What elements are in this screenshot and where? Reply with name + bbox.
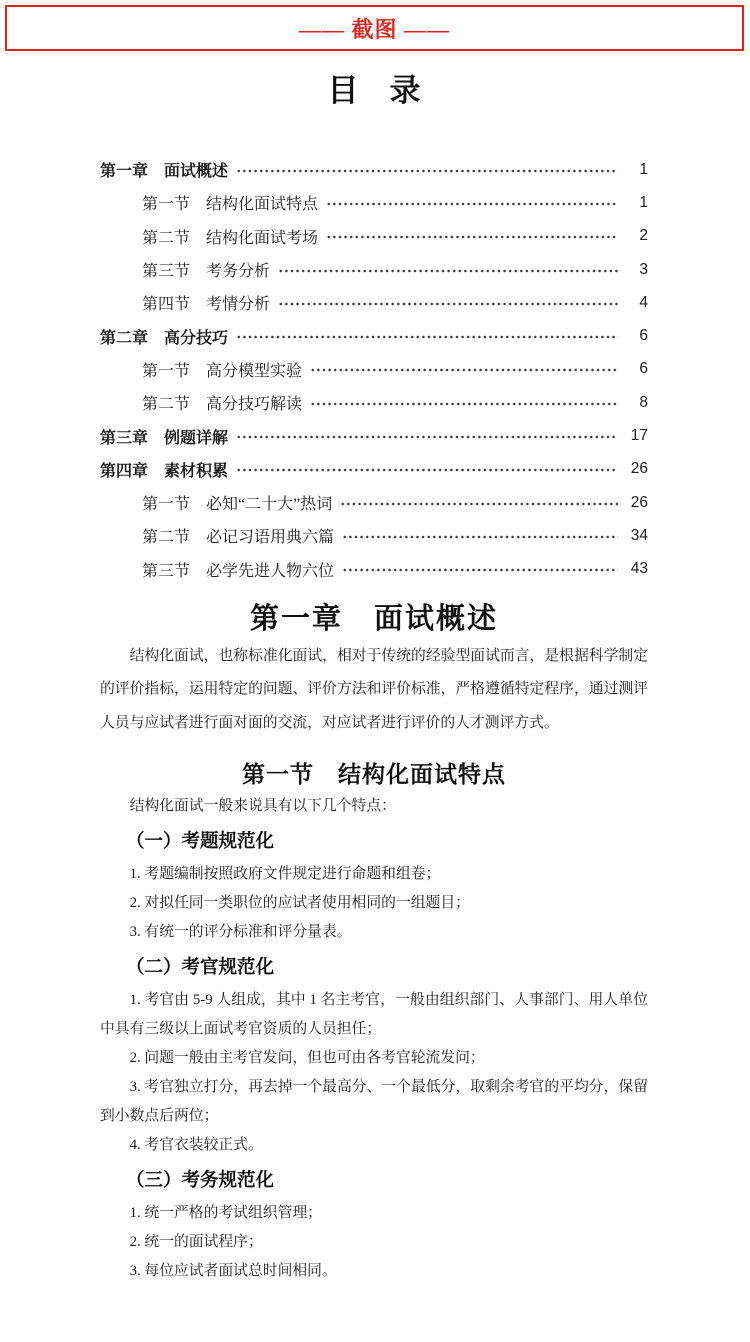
section-title: 第一节 结构化面试特点 [242, 761, 506, 788]
toc-entry [100, 519, 648, 552]
dot-leader [310, 362, 618, 378]
list-item: 1. 考题编制按照政府文件规定进行命题和组卷； [129, 866, 441, 883]
subsection-block [100, 1165, 648, 1286]
toc-entry-label: 第二节 结构化面试考场 [142, 229, 319, 247]
dot-leader [342, 529, 618, 545]
dot-leader [278, 263, 618, 279]
toc-entry-label: 第四章 素材积累 [100, 462, 229, 480]
toc-entry [100, 386, 648, 419]
subsection-block [100, 826, 648, 947]
dot-leader [310, 396, 618, 412]
chapter-title: 第一章 面试概述 [249, 602, 498, 635]
screenshot-banner [5, 5, 744, 51]
dot-leader [236, 462, 618, 478]
subsection-heading: （一）考题规范化 [126, 830, 275, 852]
toc-page-number: 26 [630, 493, 648, 511]
toc-entry [100, 286, 648, 319]
toc-entry-label: 第三章 例题详解 [100, 429, 229, 447]
toc-entry-label: 第三节 必学先进人物六位 [142, 562, 335, 580]
toc-entry-label: 第一节 高分模型实验 [142, 362, 303, 380]
list-item: 1. 考官由 5-9 人组成，其中 1 名主考官，一般由组织部门、人事部门、用人单位中具有三级以上面试考官资质的人员担任； [100, 992, 648, 1038]
list-item: 1. 统一严格的考试组织管理； [129, 1205, 322, 1222]
toc-entry [100, 486, 648, 519]
toc-entry-label: 第一节 必知“二十大”热词 [142, 496, 333, 514]
section-lead-paragraph: 结构化面试一般来说具有以下几个特点： [129, 798, 396, 815]
dot-leader [278, 296, 618, 312]
toc-entry-label: 第二章 高分技巧 [100, 329, 229, 347]
toc-page-number: 6 [639, 327, 648, 345]
toc-entry [100, 453, 648, 486]
list-item: 2. 对拟任同一类职位的应试者使用相同的一组题目； [129, 895, 470, 912]
toc-page-number: 3 [639, 260, 648, 278]
toc-page-number: 26 [630, 460, 648, 478]
dot-leader [236, 329, 618, 345]
dot-leader [340, 496, 618, 512]
toc-page-number: 8 [639, 393, 648, 411]
toc-page-number: 1 [639, 193, 648, 211]
toc-entry [100, 419, 648, 452]
toc-entry [100, 220, 648, 253]
list-item: 3. 考官独立打分，再去掉一个最高分、一个最低分，取剩余考官的平均分，保留到小数点后两位； [100, 1079, 648, 1125]
toc-entry [100, 353, 648, 386]
toc-entry-label: 第四节 考情分析 [142, 296, 271, 314]
toc-entry-label: 第三节 考务分析 [142, 263, 271, 281]
toc-entry [100, 253, 648, 286]
toc-entry [100, 553, 648, 586]
toc-entry [100, 153, 648, 186]
toc-page-number: 2 [639, 227, 648, 245]
list-item: 4. 考官衣装较正式。 [129, 1137, 263, 1154]
dot-leader [326, 229, 618, 245]
toc-page-number: 1 [639, 160, 648, 178]
toc-entry-label: 第二节 必记习语用典六篇 [142, 529, 335, 547]
dot-leader [326, 196, 618, 212]
subsection-block [100, 952, 648, 1160]
toc-title: 目 录 [327, 73, 421, 108]
toc-entry-label: 第二节 高分技巧解读 [142, 396, 303, 414]
dot-leader [342, 562, 618, 578]
toc-page-number: 17 [630, 427, 648, 445]
subsection-heading: （三）考务规范化 [126, 1169, 275, 1191]
list-item: 3. 每位应试者面试总时间相同。 [129, 1263, 337, 1280]
toc-page-number: 4 [639, 293, 648, 311]
toc-page-number: 34 [630, 526, 648, 544]
toc-entry [100, 319, 648, 352]
list-item: 2. 统一的面试程序； [129, 1234, 263, 1251]
toc-entry [100, 186, 648, 219]
list-item: 2. 问题一般由主考官发问，但也可由各考官轮流发问； [129, 1050, 485, 1067]
dot-leader [236, 429, 618, 445]
page-body [0, 71, 750, 1286]
subsection-heading: （二）考官规范化 [126, 956, 275, 978]
toc-page-number: 43 [630, 560, 648, 578]
toc-page-number: 6 [639, 360, 648, 378]
screenshot-banner-label: —— 截图 —— [298, 16, 450, 42]
list-item: 3. 有统一的评分标准和评分量表。 [129, 924, 352, 941]
dot-leader [236, 163, 618, 179]
toc-entry-label: 第一节 结构化面试特点 [142, 196, 319, 214]
chapter-intro-paragraph: 结构化面试，也称标准化面试，相对于传统的经验型面试而言，是根据科学制定的评价指标，运用特定的问题、评价方法和评价标准，严格遵循特定程序，通过测评人员与应试者进行面对面的交流，对应试者进行评价的人才测评方式。 [100, 647, 648, 731]
table-of-contents [100, 153, 648, 586]
toc-entry-label: 第一章 面试概述 [100, 163, 229, 181]
